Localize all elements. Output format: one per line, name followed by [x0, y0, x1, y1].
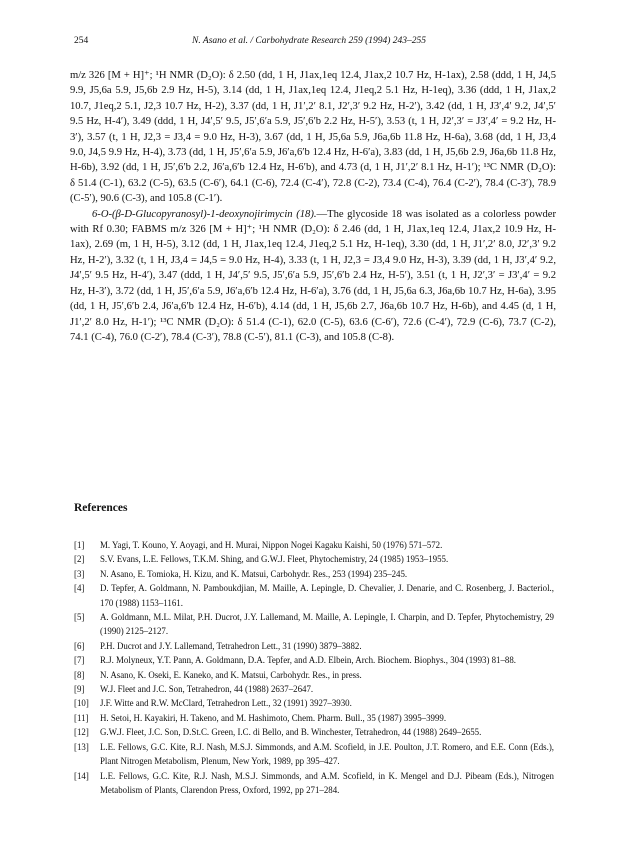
reference-number: [9]: [74, 684, 85, 695]
compound-18-description: —The glycoside 18 was isolated as a colorless powder with Rf 0.30; FABMS m/z 326 [M + H]⁺; ¹H NMR (D₂O): δ 2.46 (dd, 1 H, J1ax,1eq 12.4, J1ax,2 10.9 Hz, H-1ax), 2.69 (m, 1 H, H-5), 3.12 (dd, 1 H, J1ax,1eq 12.4, J1eq,2 5.1 Hz, H-1eq), 3.30 (dd, 1 H, J1′,2′ 8.0, J2′,3′ 9.2 Hz, H-2′), 3.32 (t, 1 H, J3,4 = J4,5 = 9.0 Hz, H-4), 3.33 (t, 1 H, J2,3 = J3,4 9.0 Hz, H-3), 3.39 (dd, 1 H, J3′,4′ 9.2, J4′,5′ 9.5 Hz, H-4′), 3.47 (ddd, 1 H, J4′,5′ 9.5, J5′,6′a 5.9, J5′,6′b 2.4 Hz, H-5′), 3.51 (t, 1 H, J2′,3′ = J3′,4′ = 9.2 Hz, H-3′), 3.72 (dd, 1 H, J5′,6′a 5.9, J6′a,6′b 12.4 Hz, H-6′a), 3.76 (dd, 1 H, J5,6a 6.3, J6a,6b 10.7 Hz, H-6a), 3.95 (dd, 1 H, J5′,6′b 2.4, J6′a,6′b 12.4 Hz, H-6′b), 4.14 (dd, 1 H, J5,6b 2.7, J6a,6b 10.7 Hz, H-6b), and 4.45 (d, 1 H, J1′,2′ 8.0 Hz, H-1′); ¹³C NMR (D₂O): δ 51.4 (C-1), 62.0 (C-5), 63.6 (C-6′), 72.6 (C-4′), 72.9 (C-6), 73.7 (C-2), 74.1 (C-4), 76.0 (C-2′), 78.4 (C-3′), 78.8 (C-5′), 81.1 (C-3), and 105.8 (C-8).: [70, 208, 556, 343]
compound-18-title: 6-O-(β-D-Glucopyranosyl)-1-deoxynojirimycin (18).: [92, 208, 317, 220]
reference-item: [74, 682, 554, 696]
reference-text: L.E. Fellows, G.C. Kite, R.J. Nash, M.S.J. Simmonds, and A.M. Scofield, in J.E. Poulton, J.T. Romero, and E.E. Conn (Eds.), Plant Nitrogen Metabolism, Plenum, New York, 1989, pp 395–427.: [100, 741, 554, 767]
reference-text: M. Yagi, T. Kouno, Y. Aoyagi, and H. Murai, Nippon Nogei Kagaku Kaishi, 50 (1976) 571–572.: [100, 540, 443, 550]
reference-text: G.W.J. Fleet, J.C. Son, D.St.C. Green, I.C. di Bello, and B. Winchester, Tetrahedron, 44 (1988) 2649–2655.: [100, 727, 482, 738]
reference-number: [1]: [74, 540, 85, 550]
reference-item: [74, 538, 554, 552]
reference-item: [74, 581, 554, 610]
reference-text: H. Setoi, H. Kayakiri, H. Takeno, and M. Hashimoto, Chem. Pharm. Bull., 35 (1987) 3995–3999.: [100, 712, 447, 723]
reference-text: L.E. Fellows, G.C. Kite, R.J. Nash, M.S.J. Simmonds, and A.M. Scofield, in K. Mengel and D.J. Pibeam (Eds.), Nitrogen Metabolism of Plants, Clarendon Press, Oxford, 1992, pp 271–284.: [100, 770, 554, 795]
reference-number: [2]: [74, 554, 85, 565]
reference-text: A. Goldmann, M.L. Milat, P.H. Ducrot, J.Y. Lallemand, M. Maille, A. Lepingle, I. Charpin, and D. Tepfer, Phytochemistry, 29 (1990) 2125–2127.: [100, 612, 554, 637]
reference-number: [3]: [74, 568, 85, 579]
reference-number: [6]: [74, 640, 85, 651]
running-head-text: N. Asano et al. / Carbohydrate Research 259 (1994) 243–255: [192, 36, 427, 46]
compound-18-paragraph: [70, 207, 556, 346]
reference-text: N. Asano, K. Oseki, E. Kaneko, and K. Matsui, Carbohydr. Res., in press.: [100, 669, 362, 680]
references-list: [74, 538, 554, 797]
reference-number: [7]: [74, 655, 85, 666]
reference-item: [74, 639, 554, 653]
reference-number: [5]: [74, 612, 85, 623]
reference-text: N. Asano, E. Tomioka, H. Kizu, and K. Matsui, Carbohydr. Res., 253 (1994) 235–245.: [100, 568, 408, 579]
reference-text: W.J. Fleet and J.C. Son, Tetrahedron, 44 (1988) 2637–2647.: [100, 684, 314, 695]
body-text: [70, 68, 556, 345]
reference-number: [4]: [74, 583, 85, 594]
running-header: [74, 36, 550, 50]
reference-item: [74, 725, 554, 739]
reference-item: [74, 696, 554, 710]
reference-item: [74, 668, 554, 682]
reference-item: [74, 740, 554, 769]
reference-item: [74, 769, 554, 798]
reference-text: S.V. Evans, L.E. Fellows, T.K.M. Shing, and G.W.J. Fleet, Phytochemistry, 24 (1985) 1953–1955.: [100, 554, 449, 565]
reference-number: [8]: [74, 669, 85, 680]
page-number: 254: [74, 36, 89, 46]
reference-text: P.H. Ducrot and J.Y. Lallemand, Tetrahedron Lett., 31 (1990) 3879–3882.: [100, 640, 362, 651]
reference-text: R.J. Molyneux, Y.T. Pann, A. Goldmann, D.A. Tepfer, and A.D. Elbein, Arch. Biochem. Biophys., 304 (1993) 81–88.: [100, 655, 517, 666]
nmr-paragraph-1: m/z 326 [M + H]⁺; ¹H NMR (D₂O): δ 2.50 (dd, 1 H, J1ax,1eq 12.4, J1ax,2 10.7 Hz, H-1ax), 2.58 (ddd, 1 H, J4,5 9.9, J5,6a 5.9, J5,6b 2.9 Hz, H-5), 3.14 (dd, 1 H, J1ax,1eq 12.4, J1eq,2 5.1 Hz, H-1eq), 3.36 (ddd, 1 H, J1ax,2 10.7, J1eq,2 5.1, J2,3 10.7 Hz, H-2), 3.37 (dd, 1 H, J1′,2′ 8.1, J2′,3′ 9.2 Hz, H-2′), 3.42 (dd, 1 H, J3′,4′ 9.2, J4′,5′ 9.5 Hz, H-4′), 3.49 (ddd, 1 H, J4′,5′ 9.5, J5′,6′a 5.9, J5′,6′b 2.2 Hz, H-5′), 3.53 (t, 1 H, J2′,3′ = J3′,4′ = 9.2 Hz, H-3′), 3.57 (t, 1 H, J2,3 = J3,4 = 9.0 Hz, H-3), 3.67 (dd, 1 H, J5,6a 5.9, J6a,6b 11.8 Hz, H-6a), 3.68 (dd, 1 H, J3,4 9.0, J4,5 9.9 Hz, H-4), 3.73 (dd, 1 H, J5′,6′a 5.9, J6′a,6′b 12.4 Hz, H-6′a), 3.83 (dd, 1 H, J5,6b 2.9, J6a,6b 11.8 Hz, H-6b), 3.92 (dd, 1 H, J5′,6′b 2.2, J6′a,6′b 12.4 Hz, H-6′b), and 4.73 (d, 1 H, J1′,2′ 8.1 Hz, H-1′); ¹³C NMR (D₂O): δ 51.4 (C-1), 63.2 (C-5), 63.5 (C-6′), 64.1 (C-6), 72.4 (C-4′), 72.8 (C-2), 73.4 (C-4), 76.4 (C-2′), 78.4 (C-3′), 78.9 (C-5′), 90.6 (C-3), and 105.8 (C-1′).: [70, 70, 556, 205]
reference-item: [74, 653, 554, 667]
reference-item: [74, 711, 554, 725]
reference-item: [74, 567, 554, 581]
references-heading: References: [74, 502, 128, 514]
reference-number: [13]: [74, 741, 89, 752]
reference-number: [11]: [74, 712, 89, 723]
reference-number: [10]: [74, 698, 89, 709]
reference-text: J.F. Witte and R.W. McClard, Tetrahedron Lett., 32 (1991) 3927–3930.: [100, 698, 352, 709]
reference-number: [12]: [74, 727, 89, 738]
reference-text: D. Tepfer, A. Goldmann, N. Pamboukdjian, M. Maille, A. Lepingle, D. Chevalier, J. Denarie, and C. Rosenberg, J. Bacteriol., 170 (1988) 1153–1161.: [100, 583, 554, 608]
reference-item: [74, 610, 554, 639]
reference-item: [74, 552, 554, 566]
reference-number: [14]: [74, 770, 89, 781]
